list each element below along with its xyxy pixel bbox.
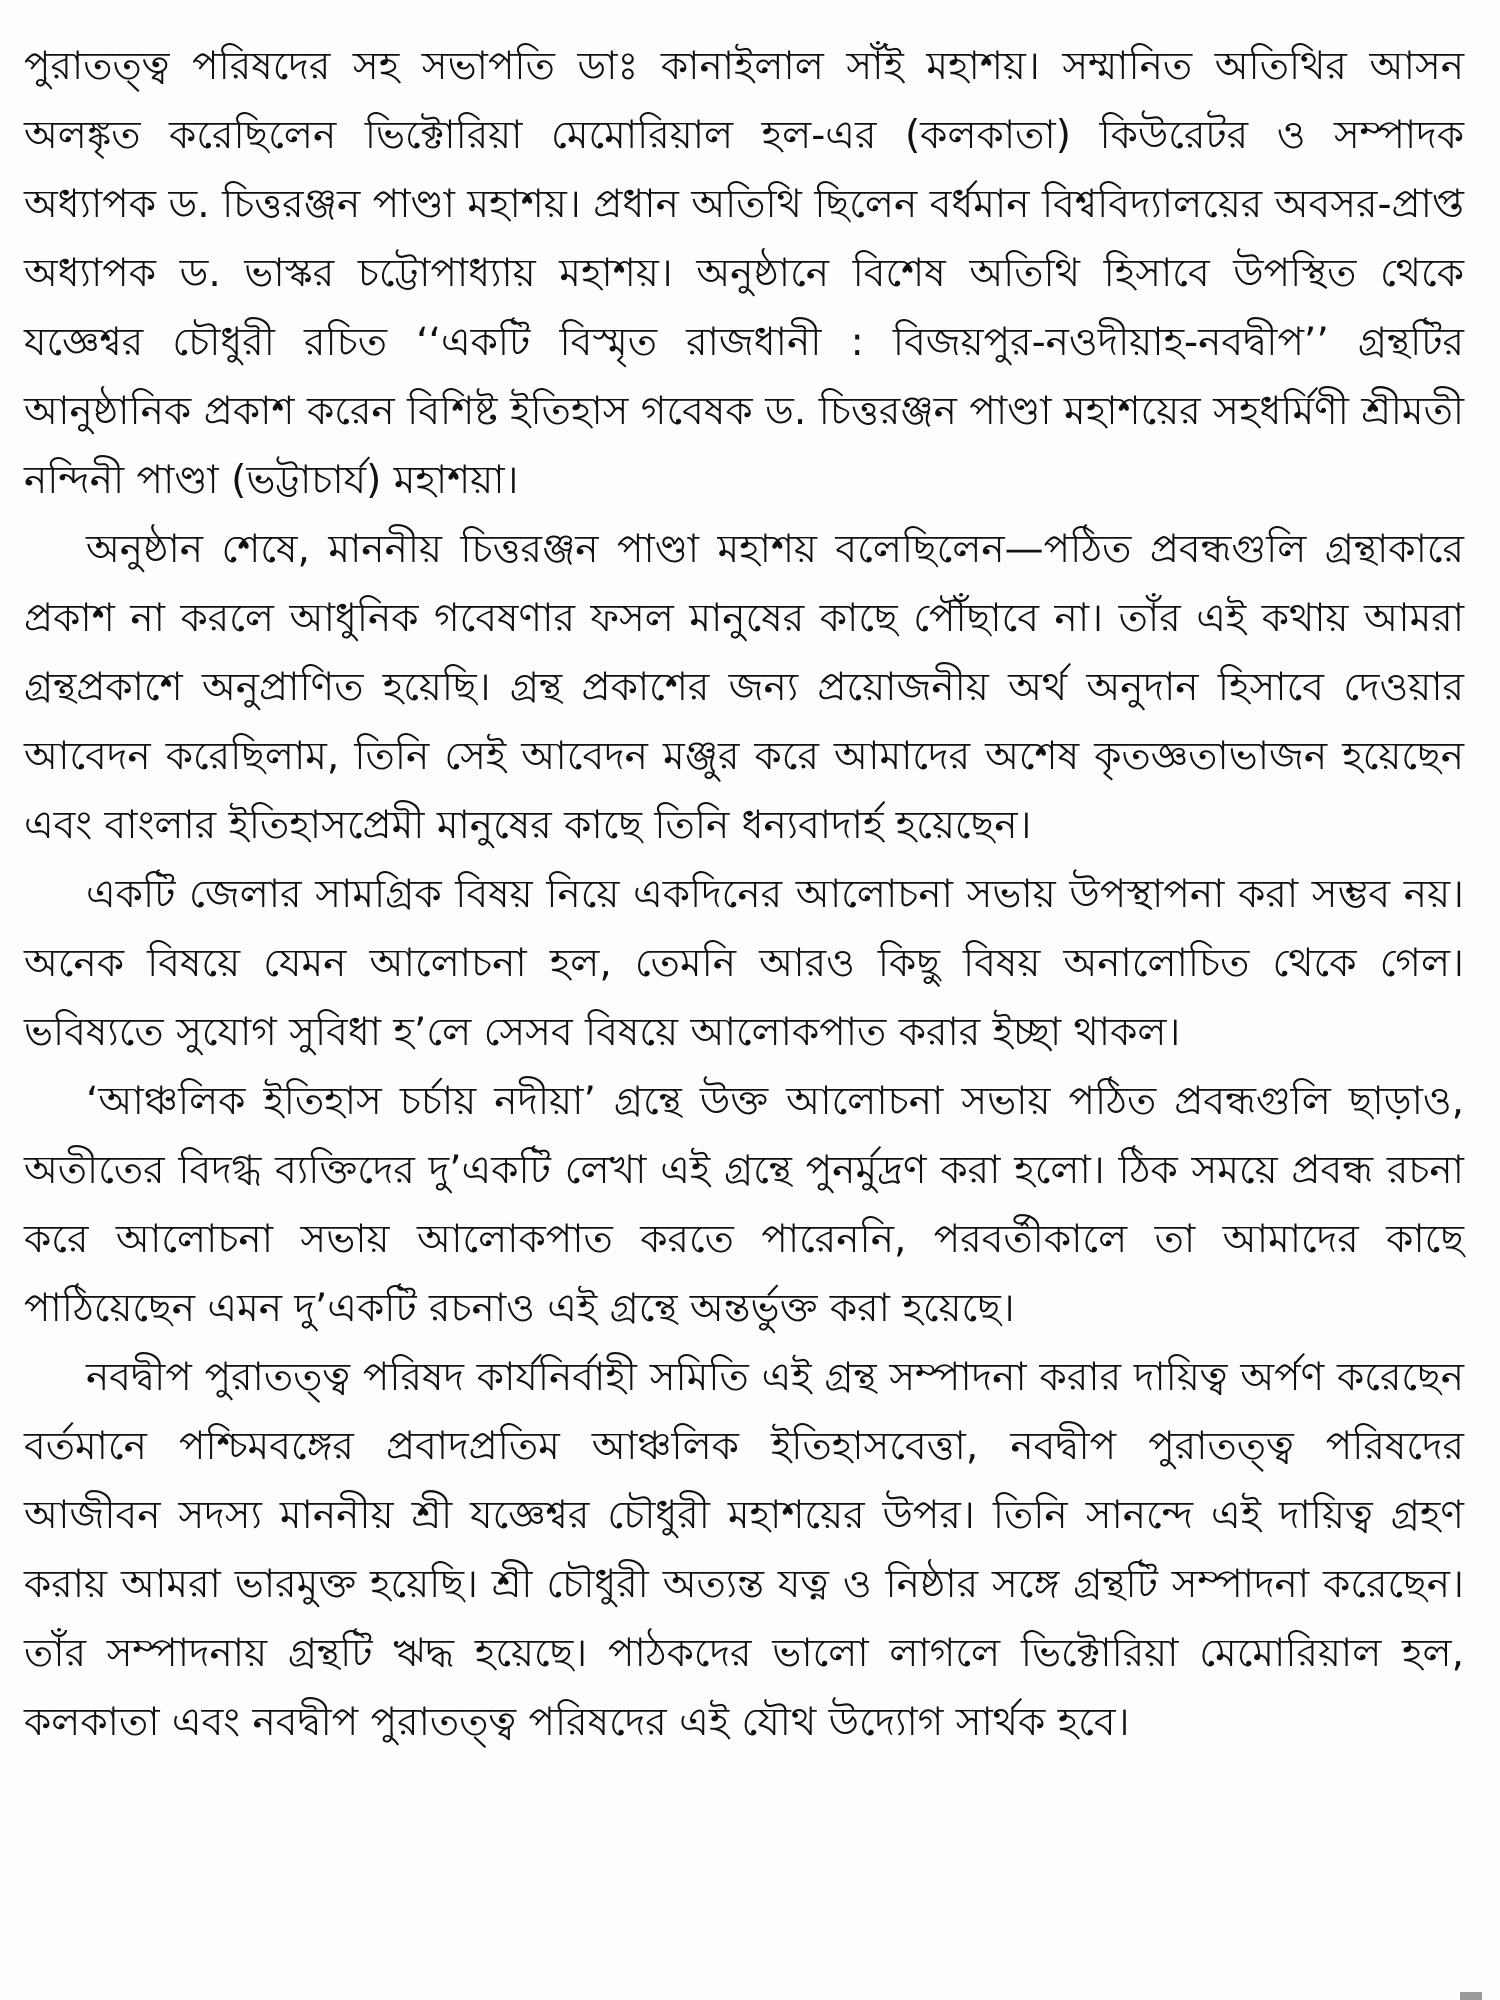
paragraph-3: একটি জেলার সামগ্রিক বিষয় নিয়ে একদিনের আলোচনা সভায় উপস্থাপনা করা সম্ভব নয়। অনেক বিষয়ে যেমন আলোচনা হল, তেমনি আরও কিছু বিষয় অনালোচিত থেকে গেল। ভবিষ্যতে সুযোগ সুবিধা হ’লে সেসব বিষয়ে আলোকপাত করার ইচ্ছা থাকল। (24, 872, 1464, 1055)
paragraph-4: ‘আঞ্চলিক ইতিহাস চর্চায় নদীয়া’ গ্রন্থে উক্ত আলোচনা সভায় পঠিত প্রবন্ধগুলি ছাড়াও, অতীতের বিদগ্ধ ব্যক্তিদের দু’একটি লেখা এই গ্রন্থে পুনর্মুদ্রণ করা হলো। ঠিক সময়ে প্রবন্ধ রচনা করে আলোচনা সভায় আলোকপাত করতে পারেননি, পরবর্তীকালে তা আমাদের কাছে পাঠিয়েছেন এমন দু’একটি রচনাও এই গ্রন্থে অন্তর্ভুক্ত করা হয়েছে। (24, 1079, 1464, 1331)
body-text (24, 32, 1464, 1757)
paragraph-2: অনুষ্ঠান শেষে, মাননীয় চিত্তরঞ্জন পাণ্ডা মহাশয় বলেছিলেন—পঠিত প্রবন্ধগুলি গ্রন্থাকারে প্রকাশ না করলে আধুনিক গবেষণার ফসল মানুষের কাছে পৌঁছাবে না। তাঁর এই কথায় আমরা গ্রন্থপ্রকাশে অনুপ্রাণিত হয়েছি। গ্রন্থ প্রকাশের জন্য প্রয়োজনীয় অর্থ অনুদান হিসাবে দেওয়ার আবেদন করেছিলাম, তিনি সেই আবেদন মঞ্জুর করে আমাদের অশেষ কৃতজ্ঞতাভাজন হয়েছেন এবং বাংলার ইতিহাসপ্রেমী মানুষের কাছে তিনি ধন্যবাদার্হ হয়েছেন। (24, 527, 1464, 848)
page-edge-mark (1460, 1992, 1482, 2000)
paragraph-1: পুরাতত্ত্ব পরিষদের সহ সভাপতি ডাঃ কানাইলাল সাঁই মহাশয়। সম্মানিত অতিথির আসন অলঙ্কৃত করেছিলেন ভিক্টোরিয়া মেমোরিয়াল হল-এর (কলকাতা) কিউরেটর ও সম্পাদক অধ্যাপক ড. চিত্তরঞ্জন পাণ্ডা মহাশয়। প্রধান অতিথি ছিলেন বর্ধমান বিশ্ববিদ্যালয়ের অবসর-প্রাপ্ত অধ্যাপক ড. ভাস্কর চট্টোপাধ্যায় মহাশয়। অনুষ্ঠানে বিশেষ অতিথি হিসাবে উপস্থিত থেকে যজ্ঞেশ্বর চৌধুরী রচিত ‘‘একটি বিস্মৃত রাজধানী : বিজয়পুর-নওদীয়াহ-নবদ্বীপ’’ গ্রন্থটির আনুষ্ঠানিক প্রকাশ করেন বিশিষ্ট ইতিহাস গবেষক ড. চিত্তরঞ্জন পাণ্ডা মহাশয়ের সহধর্মিণী শ্রীমতী নন্দিনী পাণ্ডা (ভট্টাচার্য) মহাশয়া। (24, 44, 1464, 503)
paragraph-5: নবদ্বীপ পুরাতত্ত্ব পরিষদ কার্যনির্বাহী সমিতি এই গ্রন্থ সম্পাদনা করার দায়িত্ব অর্পণ করেছেন বর্তমানে পশ্চিমবঙ্গের প্রবাদপ্রতিম আঞ্চলিক ইতিহাসবেত্তা, নবদ্বীপ পুরাতত্ত্ব পরিষদের আজীবন সদস্য মাননীয় শ্রী যজ্ঞেশ্বর চৌধুরী মহাশয়ের উপর। তিনি সানন্দে এই দায়িত্ব গ্রহণ করায় আমরা ভারমুক্ত হয়েছি। শ্রী চৌধুরী অত্যন্ত যত্ন ও নিষ্ঠার সঙ্গে গ্রন্থটি সম্পাদনা করেছেন। তাঁর সম্পাদনায় গ্রন্থটি ঋদ্ধ হয়েছে। পাঠকদের ভালো লাগলে ভিক্টোরিয়া মেমোরিয়াল হল, কলকাতা এবং নবদ্বীপ পুরাতত্ত্ব পরিষদের এই যৌথ উদ্যোগ সার্থক হবে। (24, 1355, 1464, 1745)
